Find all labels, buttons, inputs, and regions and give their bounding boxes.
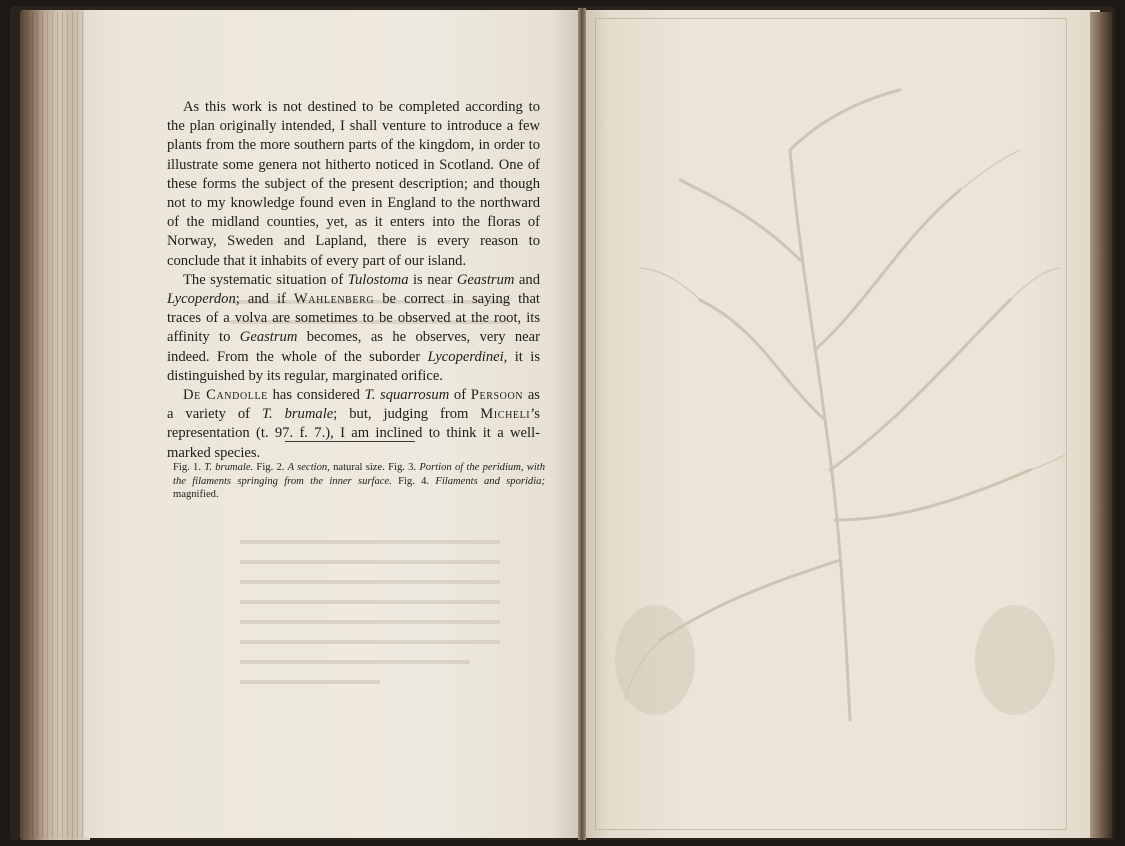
p3-text-e: ’s representation (t. 97. f. 7.), I am inclined to think it a well-marked species. [167, 406, 540, 461]
genus-tulostoma: Tulostoma [347, 271, 409, 288]
caption-fig1-label: Fig. 1. [173, 462, 205, 473]
caption-fig4-rest: magnified. [173, 489, 219, 501]
p3-text-b: of [449, 387, 471, 404]
author-persoon: Persoon [470, 387, 524, 404]
p3-text-d: ; but, judging from [333, 406, 481, 423]
paragraph-2 [167, 271, 540, 386]
author-micheli: Micheli [480, 406, 531, 423]
caption-fig2-rest: natural size. Fig. 3. [329, 462, 420, 473]
genus-lycoperdon: Lycoperdon [167, 291, 236, 308]
caption-fig4-label: Fig. 4. [391, 475, 436, 487]
p2-text-e: be correct in saying that traces of a volva are sometimes to be observed at the root, its affinity to [167, 291, 540, 346]
paragraph-1: As this work is not destined to be completed according to the plan originally intended, I shall venture to introduce a few plants from the more southern parts of the kingdom, in order to illustrate some genera not hitherto noticed in Scotland. One of these forms the subject of the present description; and though not to my knowledge found even in England to the northward of the midland counties, yet, as it enters into the floras of Norway, Sweden and Lapland, there is every reason to conclude that it inhabits of every part of our island. [167, 99, 540, 269]
body-text [167, 98, 540, 463]
species-squarrosum: T. squarrosum [364, 387, 450, 404]
author-wahlenberg: Wahlenberg [293, 291, 375, 308]
p2-text-a: The systematic situation of [183, 271, 348, 288]
caption-fig2-label: Fig. 2. [253, 462, 288, 473]
p3-text-a: has considered [267, 387, 365, 404]
caption-fig3-text: Portion of the peridium, with the filaments springing from the inner surface. [173, 462, 546, 487]
caption-divider [285, 441, 415, 442]
caption-fig1-text: T. brumale. [204, 462, 254, 473]
suborder-lycoperdinei: Lycoperdinei [427, 348, 504, 365]
p2-text-d: ; and if [235, 291, 294, 308]
paragraph-3 [167, 386, 540, 463]
p3-text-c: as a variety of [167, 387, 540, 423]
p2-text-b: is near [408, 271, 457, 288]
genus-geastrum-2: Geastrum [239, 329, 298, 346]
species-brumale: T. brumale [261, 406, 334, 423]
figure-caption [173, 461, 545, 502]
p2-text-c: and [514, 271, 540, 288]
p2-text-f: becomes, as he observes, very near indeed. From the whole of the suborder [167, 329, 540, 365]
author-de-candolle: De Candolle [183, 387, 268, 404]
caption-fig4-text: Filaments and sporidia; [435, 475, 545, 487]
genus-geastrum: Geastrum [456, 271, 515, 288]
p2-text-g: , it is distinguished by its regular, marginated orifice. [167, 348, 540, 384]
caption-fig2-text: A section, [287, 462, 330, 473]
